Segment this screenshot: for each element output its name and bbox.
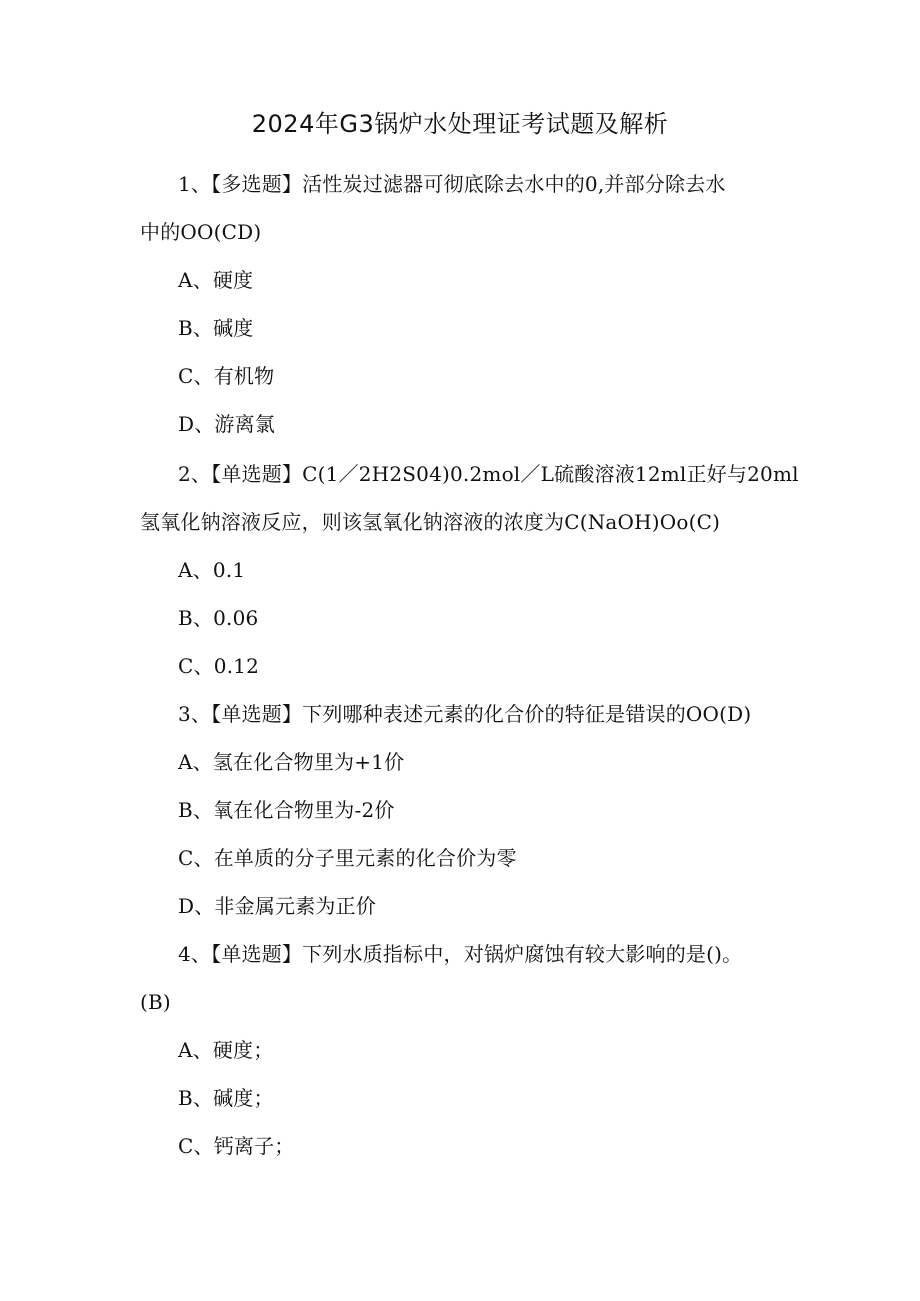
question-1-stem: 1、【多选题】活性炭过滤器可彻底除去水中的0,并部分除去水 — [178, 172, 726, 196]
question-2-stem: 2、【单选题】C(1／2H2S04)0.2mol／L硫酸溶液12ml正好与20ml — [178, 462, 799, 486]
question-4-stem-continued: (B) — [140, 990, 171, 1014]
question-1-option-a: A、硬度 — [178, 268, 254, 292]
question-2-stem-continued: 氢氧化钠溶液反应，则该氢氧化钠溶液的浓度为C(NaOH)Oo(C) — [140, 510, 721, 534]
question-3-stem: 3、【单选题】下列哪种表述元素的化合价的特征是错误的OO(D) — [178, 702, 752, 726]
question-1-option-c: C、有机物 — [178, 364, 275, 388]
question-4-option-a: A、硬度； — [178, 1038, 274, 1062]
question-3-option-b: B、氧在化合物里为-2价 — [178, 798, 395, 822]
question-4-stem: 4、【单选题】下列水质指标中，对锅炉腐蚀有较大影响的是()。 — [178, 942, 743, 966]
question-2-option-b: B、0.06 — [178, 606, 259, 630]
question-3-option-c: C、在单质的分子里元素的化合价为零 — [178, 846, 517, 870]
question-1-stem-continued: 中的OO(CD) — [140, 220, 262, 244]
document-title: 2024年G3锅炉水处理证考试题及解析 — [251, 110, 669, 138]
question-1-option-d: D、游离氯 — [178, 412, 276, 436]
question-2-option-a: A、0.1 — [178, 558, 246, 582]
question-4-option-b: B、碱度； — [178, 1086, 274, 1110]
question-2-option-c: C、0.12 — [178, 654, 260, 678]
question-1-option-b: B、碱度 — [178, 316, 254, 340]
question-4-option-c: C、钙离子； — [178, 1134, 295, 1158]
question-3-option-d: D、非金属元素为正价 — [178, 894, 377, 918]
question-3-option-a: A、氢在化合物里为+1价 — [178, 750, 405, 774]
